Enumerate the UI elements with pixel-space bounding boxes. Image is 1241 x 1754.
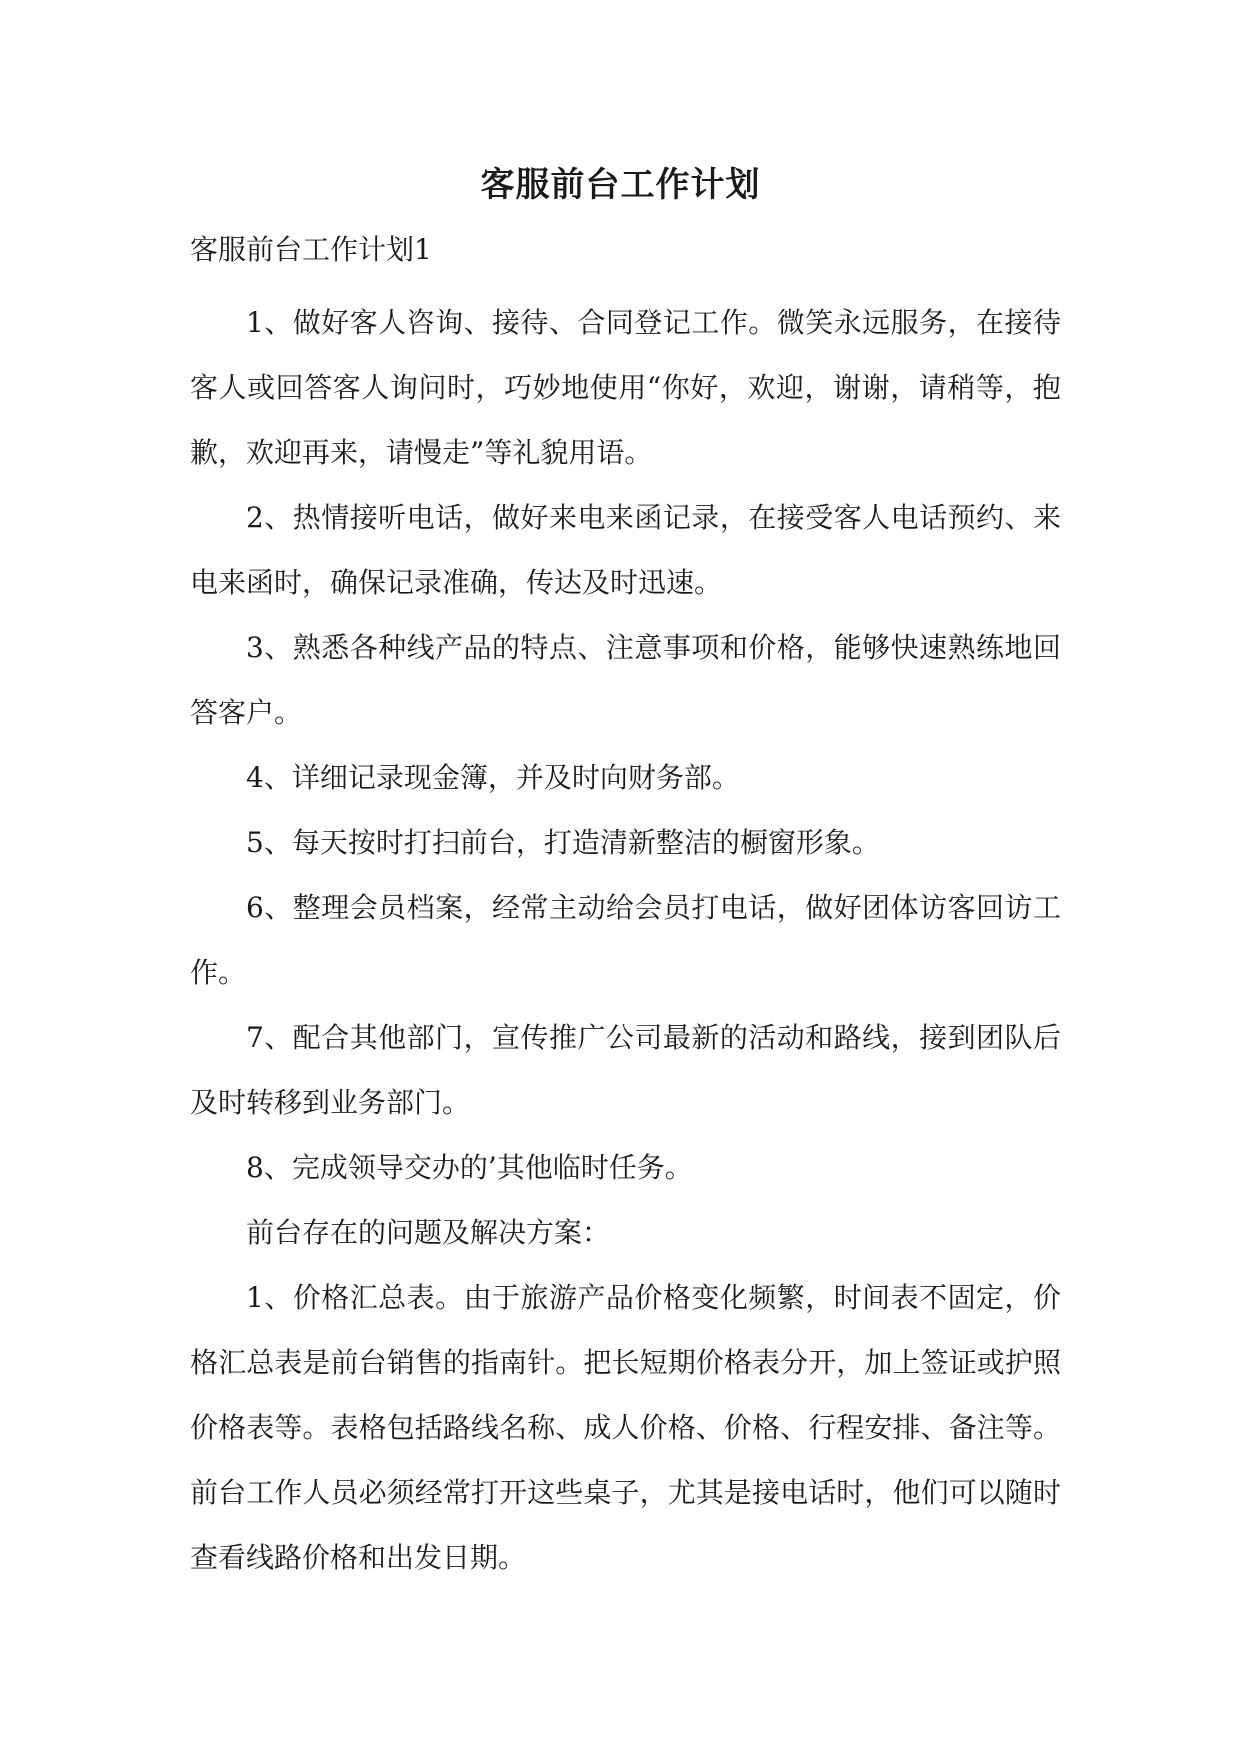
paragraph-item-3: 3、熟悉各种线产品的特点、注意事项和价格，能够快速熟练地回答客户。 [190, 631, 1061, 729]
problems-heading: 前台存在的问题及解决方案： [246, 1216, 611, 1249]
solution-item-1: 1、价格汇总表。由于旅游产品价格变化频繁，时间表不固定，价格汇总表是前台销售的指南针。把长短期价格表分开，加上签证或护照价格表等。表格包括路线名称、成人价格、价格、行程安排、备注等。前台工作人员必须经常打开这些桌子，尤其是接电话时，他们可以随时查看线路价格和出发日期。 [190, 1281, 1061, 1574]
paragraph-item-7: 7、配合其他部门，宣传推广公司最新的活动和路线，接到团队后及时转移到业务部门。 [190, 1021, 1061, 1119]
section-heading: 客服前台工作计划1 [190, 233, 432, 266]
paragraph-item-2: 2、热情接听电话，做好来电来函记录，在接受客人电话预约、来电来函时，确保记录准确，传达及时迅速。 [190, 501, 1061, 599]
paragraph-item-4: 4、详细记录现金簿，并及时向财务部。 [246, 761, 740, 794]
document-body [190, 290, 1061, 1590]
document-title: 客服前台工作计划 [480, 165, 761, 205]
paragraph-item-1: 1、做好客人咨询、接待、合同登记工作。微笑永远服务，在接待客人或回答客人询问时，巧妙地使用“你好，欢迎，谢谢，请稍等，抱歉，欢迎再来，请慢走”等礼貌用语。 [190, 306, 1061, 469]
paragraph-item-5: 5、每天按时打扫前台，打造清新整洁的橱窗形象。 [246, 826, 880, 859]
paragraph-item-6: 6、整理会员档案，经常主动给会员打电话，做好团体访客回访工作。 [190, 891, 1061, 989]
paragraph-item-8: 8、完成领导交办的’其他临时任务。 [246, 1151, 693, 1184]
